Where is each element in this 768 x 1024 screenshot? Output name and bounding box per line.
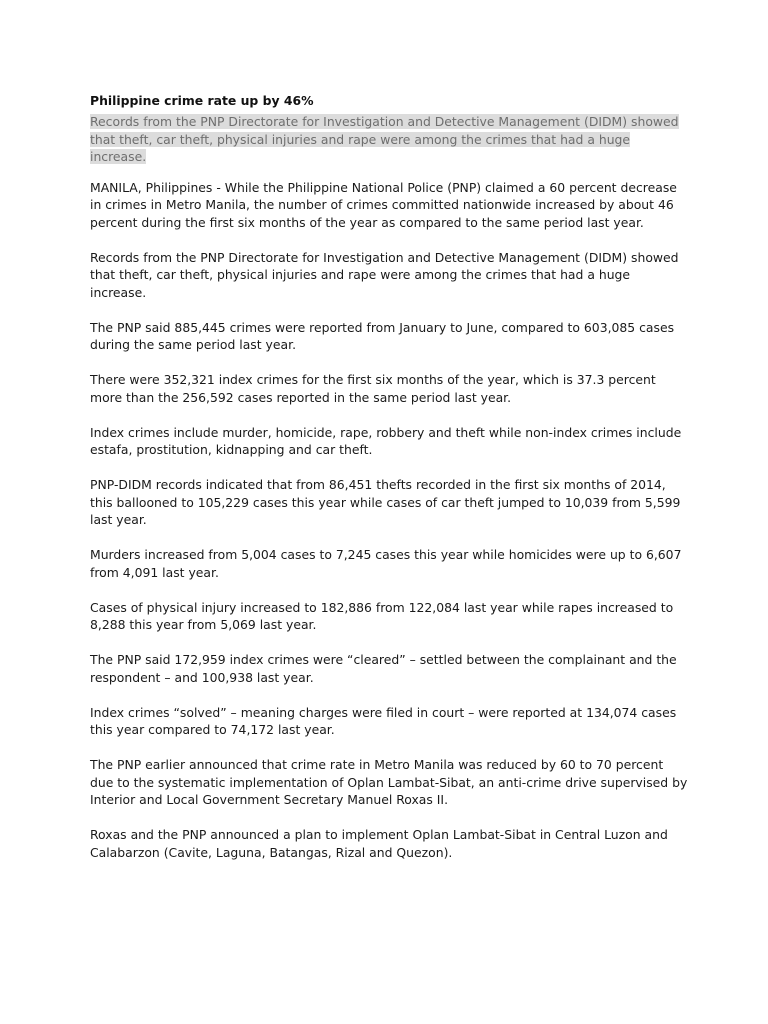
article-paragraph: PNP-DIDM records indicated that from 86,451 thefts recorded in the first six months of 2014, this ballooned to 105,229 cases this year while cases of car theft jumped to 10,039 from 5,599 last year. — [90, 477, 681, 527]
article-subhead — [90, 113, 690, 166]
article-paragraph: Index crimes “solved” – meaning charges were filed in court – were reported at 134,074 cases this year compared to 74,172 last year. — [90, 704, 677, 737]
article-subhead-highlight: Records from the PNP Directorate for Investigation and Detective Management (DIDM) showed that theft, car theft, physical injuries and rape were among the crimes that had a huge increase. — [90, 114, 679, 164]
article-paragraph: Records from the PNP Directorate for Investigation and Detective Management (DIDM) showed that theft, car theft, physical injuries and rape were among the crimes that had a huge increase. — [90, 249, 679, 300]
article-paragraph: The PNP said 885,445 crimes were reported from January to June, compared to 603,085 cases during the same period last year. — [90, 319, 675, 352]
article-paragraph: Roxas and the PNP announced a plan to implement Oplan Lambat-Sibat in Central Luzon and Calabarzon (Cavite, Laguna, Batangas, Rizal and Quezon). — [90, 827, 668, 860]
article-paragraph: There were 352,321 index crimes for the first six months of the year, which is 37.3 percent more than the 256,592 cases reported in the same period last year. — [90, 372, 656, 405]
article-paragraph: MANILA, Philippines - While the Philippine National Police (PNP) claimed a 60 percent decrease in crimes in Metro Manila, the number of crimes committed nationwide increased by about 46 percent during the first six months of the year as compared to the same period last year. — [90, 179, 677, 230]
document-page — [90, 92, 690, 879]
article-paragraph: The PNP said 172,959 index crimes were “cleared” – settled between the complainant and the respondent – and 100,938 last year. — [90, 652, 677, 685]
article-paragraph: Murders increased from 5,004 cases to 7,245 cases this year while homicides were up to 6,607 from 4,091 last year. — [90, 547, 682, 580]
article-paragraph: The PNP earlier announced that crime rate in Metro Manila was reduced by 60 to 70 percent due to the systematic implementation of Oplan Lambat-Sibat, an anti-crime drive supervised by Interior and Local Government Secretary Manuel Roxas II. — [90, 757, 688, 807]
article-paragraph: Index crimes include murder, homicide, rape, robbery and theft while non-index crimes include estafa, prostitution, kidnapping and car theft. — [90, 424, 682, 457]
article-headline: Philippine crime rate up by 46% — [90, 93, 314, 108]
article-paragraph: Cases of physical injury increased to 182,886 from 122,084 last year while rapes increased to 8,288 this year from 5,069 last year. — [90, 599, 674, 632]
